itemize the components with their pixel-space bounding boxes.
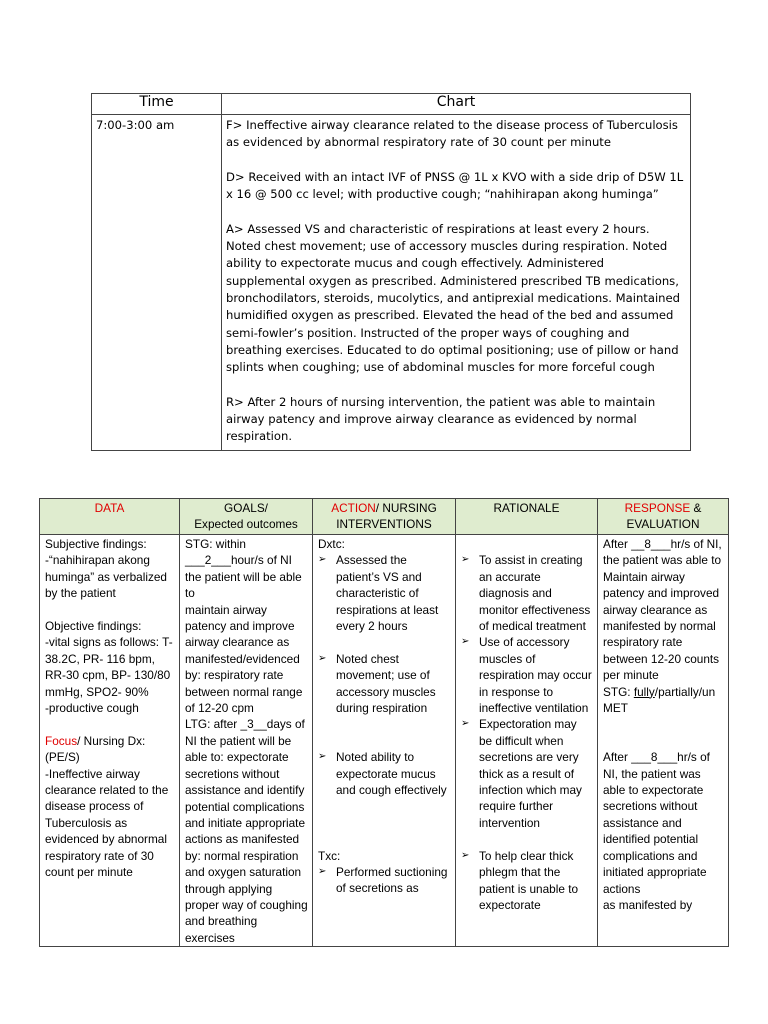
chart-cell — [222, 115, 691, 451]
response-1-body: Maintain airway patency and improved airway clearance as manifested by normal respiratory rate between 12-20 counts per minute — [603, 569, 720, 683]
objective-vitals: -vital signs as follows: T- 38.2C, PR- 116 bpm, RR-30 cpm, BP- 130/80 mmHg, SPO2- 90% — [45, 635, 173, 699]
data-header: DATA — [40, 499, 180, 535]
arrow-bullet-icon: ➢ — [461, 636, 470, 648]
subjective-label: Subjective findings: — [45, 537, 147, 551]
action-cell — [313, 535, 456, 947]
focus-label: Focus/ Nursing Dx: — [45, 733, 146, 748]
action-item: ➢ Noted chest movement; use of accessory muscles during respiration — [318, 651, 436, 716]
care-plan-table — [39, 498, 729, 947]
arrow-bullet-icon: ➢ — [461, 718, 470, 730]
time-cell: 7:00-3:00 am — [92, 115, 222, 451]
txc-label: Txc: — [318, 848, 341, 863]
action-item: ➢ Performed suctioning of secretions as — [318, 865, 448, 896]
response-cell — [598, 535, 729, 947]
stg-status: STG: fully/partially/un MET — [603, 684, 716, 716]
stg-label: STG: within — [185, 537, 246, 551]
arrow-bullet-icon: ➢ — [461, 554, 470, 566]
objective-cough: -productive cough — [45, 701, 139, 716]
response-1: After __8___hr/s of NI, the patient was able to — [603, 537, 722, 568]
pe-s-label: (PE/S) — [45, 750, 80, 765]
rationale-item: ➢ Use of accessory muscles of respiration may occur in response to ineffective ventilation — [461, 635, 592, 716]
nursing-diagnosis: -Ineffective airway clearance related to the disease process of Tuberculosis as evidenced by abnormal respiratory rate of 30 count per minute — [45, 766, 169, 880]
dxtc-label: Dxtc: — [318, 537, 345, 551]
chart-table-header-row — [92, 94, 691, 115]
stg-duration: ___2___hour/s of NI the patient will be able to — [185, 553, 302, 601]
goals-cell — [180, 535, 313, 947]
action-item: ➢ Noted ability to expectorate mucus and cough effectively — [318, 750, 447, 798]
rationale-header: RATIONALE — [456, 499, 598, 535]
rationale-cell — [456, 535, 598, 947]
rationale-item: ➢ To assist in creating an accurate diagnosis and monitor effectiveness of medical treatment — [461, 553, 591, 634]
data-entry: D> Received with an intact IVF of PNSS @ 1L x KVO with a side drip of D5W 1L x 16 @ 500 cc level; with productive cough; “nahihirapan akong huminga” — [226, 169, 684, 202]
chart-header: Chart — [222, 94, 691, 115]
focus-entry: F> Ineffective airway clearance related to the disease process of Tuberculosis as evidenced by abnormal respiratory rate of 30 count per minute — [226, 118, 678, 150]
care-plan-header-row — [40, 499, 729, 535]
arrow-bullet-icon: ➢ — [318, 652, 327, 664]
data-cell — [40, 535, 180, 947]
objective-label: Objective findings: — [45, 619, 142, 634]
arrow-bullet-icon: ➢ — [318, 866, 327, 878]
stg-body: maintain airway patency and improve airway clearance as manifested/evidenced by: respiratory rate between normal range of 12-20 cpm — [185, 602, 303, 716]
response-2-tail: as manifested by — [603, 897, 693, 912]
arrow-bullet-icon: ➢ — [318, 554, 327, 566]
chart-table — [91, 93, 691, 451]
action-item: ➢ Assessed the patient’s VS and characteristic of respirations at least every 2 hours — [318, 553, 439, 634]
goals-header: GOALS/ Expected outcomes — [180, 499, 313, 535]
time-header: Time — [92, 94, 222, 115]
response-entry: R> After 2 hours of nursing intervention, the patient was able to maintain airway patency and improve airway clearance as evidenced by normal respiration. — [226, 394, 656, 444]
action-header: ACTION/ NURSING INTERVENTIONS — [313, 499, 456, 535]
care-plan-row — [40, 535, 729, 947]
chart-table-row — [92, 115, 691, 451]
rationale-item: ➢ Expectoration may be difficult when secretions are very thick as a result of infection which may require further intervention — [461, 717, 582, 830]
arrow-bullet-icon: ➢ — [318, 751, 327, 763]
ltg-text: LTG: after _3__days of NI the patient will be able to: expectorate secretions without assistance and identify potential complications and initiate appropriate actions as manifested by: normal respiration and oxygen saturation through applying proper way of coughing and breathing exercises — [185, 717, 308, 945]
subjective-text: -“nahihirapan akong huminga” as verbalized by the patient — [45, 553, 167, 601]
arrow-bullet-icon: ➢ — [461, 849, 470, 861]
action-entry: A> Assessed VS and characteristic of respirations at least every 2 hours. Noted chest movement; use of accessory muscles during respiration. Noted ability to expectorate mucus and cough effectively. Administered supplemental oxygen as prescribed. Administered prescribed TB medications, bronchodilators, steroids, mucolytics, and antiprexial medications. Maintained humidified oxygen as prescribed. Elevated the head of the bed and assumed semi-fowler’s position. Instructed of the proper ways of coughing and breathing exercises. Educated to do optimal positioning; use of pillow or hand splints when coughing; use of abdominal muscles for more forceful cough — [226, 221, 681, 375]
response-header: RESPONSE & EVALUATION — [598, 499, 729, 535]
response-2: After ___8___hr/s of NI, the patient was able to expectorate secretions without assistance and identified potential complications and initiated appropriate actions — [603, 750, 710, 896]
rationale-item: ➢ To help clear thick phlegm that the patient is unable to expectorate — [461, 848, 579, 912]
